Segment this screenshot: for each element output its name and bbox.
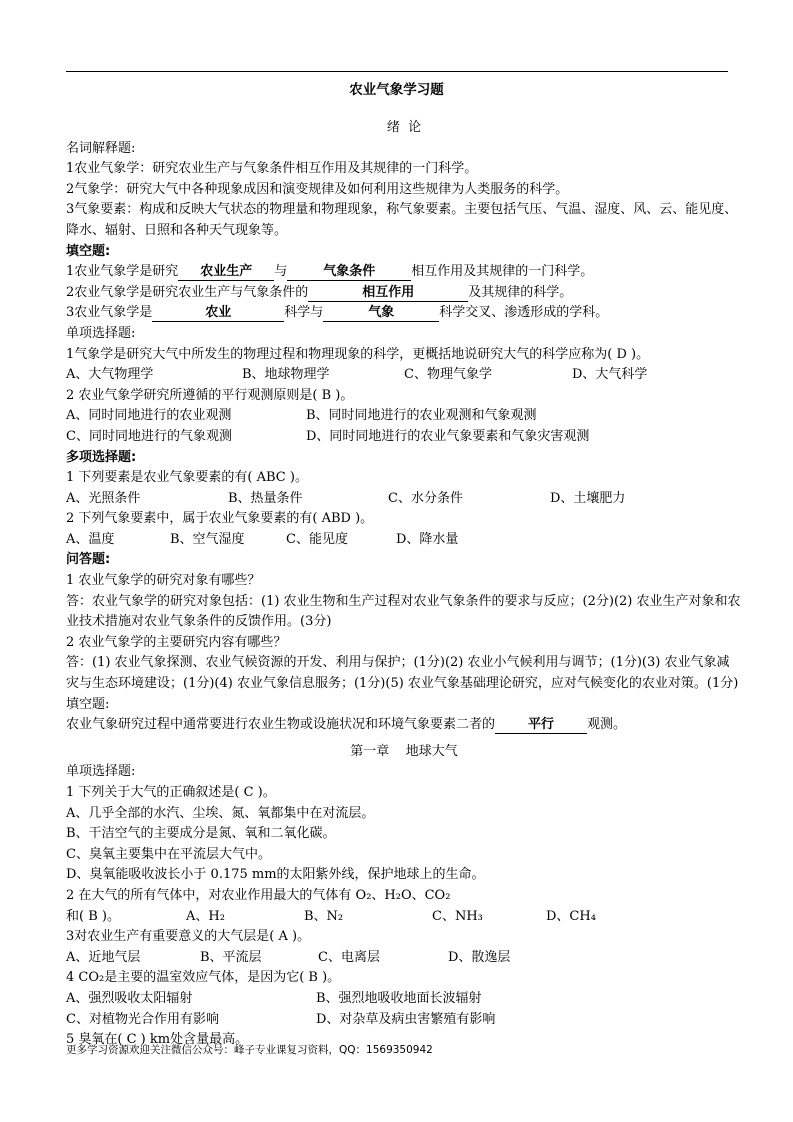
fill-text: 科学交叉、渗透形成的学科。 (439, 305, 609, 321)
option: D、土壤肥力 (550, 490, 626, 506)
chapter-heading: 第一章 地球大气 (350, 743, 458, 759)
option: A、几乎全部的水汽、尘埃、氮、氧都集中在对流层。 (66, 805, 375, 821)
option: C、同时同地进行的气象观测 (66, 428, 232, 444)
option: A、同时同地进行的农业观测 (66, 408, 232, 424)
fill-item (66, 303, 742, 324)
header-rule (66, 71, 728, 72)
option: D、降水量 (396, 531, 459, 547)
option: B、热量条件 (228, 490, 303, 506)
question-text: 1 下列要素是农业气象要素的有( ABC )。 (66, 470, 308, 486)
option: B、平流层 (200, 949, 262, 965)
term-item: 3气象要素：构成和反映大气状态的物理量和物理现象，称气象要素。主要包括气压、气温、湿度、风、云、能见度、降水、辐射、日照和各种天气现象等。 (66, 202, 738, 238)
multi-choice-heading: 多项选择题: (66, 449, 137, 465)
page-footer: 更多学习资源欢迎关注微信公众号：峰子专业课复习资料，QQ：1569350942 (66, 1044, 433, 1056)
option: C、水分条件 (388, 490, 463, 506)
fill-heading: 填空题: (66, 243, 111, 259)
question-text: 1气象学是研究大气中所发生的物理过程和物理现象的科学，更概括地说研究大气的科学应称为( D )。 (66, 346, 650, 362)
fill-answer: 农业生产 (178, 264, 274, 281)
question-text: 3对农业生产有重要意义的大气层是( A )。 (66, 929, 311, 945)
option: D、大气科学 (572, 367, 648, 383)
fill-text: 相互作用及其规律的一门科学。 (411, 264, 594, 280)
fill-text: 3农业气象学是 (66, 305, 153, 321)
question-text: 和( B )。 (66, 908, 120, 924)
single-choice-heading: 单项选择题: (66, 764, 136, 780)
options-row (66, 406, 742, 427)
options-row (66, 1010, 742, 1031)
term-item: 1农业气象学：研究农业生产与气象条件相互作用及其规律的一门科学。 (66, 161, 478, 177)
option: A、强烈吸收太阳辐射 (66, 990, 193, 1006)
option: A、光照条件 (66, 490, 141, 506)
option: C、对植物光合作用有影响 (66, 1011, 219, 1027)
option: C、电离层 (318, 949, 380, 965)
options-row (66, 989, 742, 1010)
option: A、近地气层 (66, 949, 141, 965)
fill-text: 2农业气象学是研究农业生产与气象条件的 (66, 284, 309, 300)
option: C、能见度 (286, 531, 348, 547)
option: D、对杂草及病虫害繁殖有影响 (316, 1011, 496, 1027)
fill-item (66, 262, 742, 283)
fill-answer: 相互作用 (308, 285, 468, 302)
fill-answer: 平行 (495, 717, 587, 734)
option: B、干洁空气的主要成分是氮、氧和二氧化碳。 (66, 826, 336, 842)
answer-text: 答：农业气象学的研究对象包括：(1) 农业生物和生产过程对农业气象条件的要求与反应；(2分)(2) 农业生产对象和农业技术措施对农业气象条件的反馈作用。(3分) (66, 593, 741, 630)
options-row (66, 489, 742, 510)
option: A、H₂ (186, 908, 225, 924)
fill-text: 与 (274, 264, 288, 280)
question-text: 2 农业气象学的主要研究内容有哪些？ (66, 634, 287, 650)
option: B、N₂ (304, 908, 344, 924)
question-text: 2 下列气象要素中，属于农业气象要素的有( ABD )。 (66, 511, 374, 527)
option: A、温度 (66, 531, 115, 547)
fill-answer: 气象条件 (287, 264, 411, 281)
option: C、臭氧主要集中在平流层大气中。 (66, 846, 271, 862)
option: C、物理气象学 (404, 367, 492, 383)
option: D、散逸层 (448, 949, 511, 965)
question-text: 2 在大气的所有气体中，对农业作用最大的气体有 O₂、H₂O、CO₂ (66, 887, 451, 903)
question-text: 4 CO₂是主要的温室效应气体，是因为它( B )。 (66, 970, 341, 986)
option: A、大气物理学 (66, 367, 154, 383)
options-row (66, 530, 742, 551)
question-text: 1 下列关于大气的正确叙述是( C )。 (66, 785, 276, 800)
document-body (66, 118, 742, 1051)
options-row (66, 948, 742, 969)
answer-text: 答：(1) 农业气象探测、农业气候资源的开发、利用与保护；(1分)(2) 农业小气候利用与调节；(1分)(3) 农业气象减灾与生态环境建设；(1分)(4) 农业气象信息服务；(1分)(5) 农业气象基础理论研究，应对气候变化的农业对策。(1分) (66, 655, 739, 692)
options-row (66, 427, 742, 448)
fill-answer: 农业 (152, 305, 284, 322)
fill-text: 1农业气象学是研究 (66, 264, 179, 280)
option: B、空气湿度 (170, 531, 245, 547)
fill-text: 农业气象研究过程中通常要进行农业生物或设施状况和环境气象要素二者的 (66, 717, 496, 733)
option: B、地球物理学 (242, 367, 330, 383)
fill-heading-2: 填空题: (66, 696, 110, 712)
terms-heading: 名词解释题: (66, 140, 136, 156)
term-item: 2气象学：研究大气中各种现象成因和演变规律及如何利用这些规律为人类服务的科学。 (66, 181, 569, 197)
options-row (66, 365, 742, 386)
option: B、同时同地进行的农业观测和气象观测 (306, 408, 537, 424)
fill-text: 及其规律的科学。 (468, 284, 573, 300)
fill-item (66, 283, 742, 304)
fill-item (66, 715, 742, 736)
fill-text: 科学与 (284, 305, 324, 321)
option: C、NH₃ (432, 908, 483, 924)
single-choice-heading: 单项选择题: (66, 325, 136, 341)
fill-text: 观测。 (587, 717, 627, 733)
option: B、强烈地吸收地面长波辐射 (316, 990, 482, 1006)
question-text: 1 农业气象学的研究对象有哪些？ (66, 573, 261, 589)
fill-answer: 气象 (323, 305, 439, 322)
question-text: 5 臭氧在( C ) km处含量最高。 (66, 1032, 249, 1048)
section-heading-intro: 绪 论 (386, 120, 422, 135)
option: D、臭氧能吸收波长小于 0.175 mm的太阳紫外线，保护地球上的生命。 (66, 867, 485, 883)
option: D、CH₄ (546, 908, 596, 924)
question-text: 2 农业气象学研究所遵循的平行观测原则是( B )。 (66, 387, 354, 403)
option: D、同时同地进行的农业气象要素和气象灾害观测 (306, 428, 590, 444)
document-title: 农业气象学习题 (349, 82, 444, 98)
qa-heading: 问答题: (66, 552, 111, 568)
options-row (66, 907, 742, 928)
